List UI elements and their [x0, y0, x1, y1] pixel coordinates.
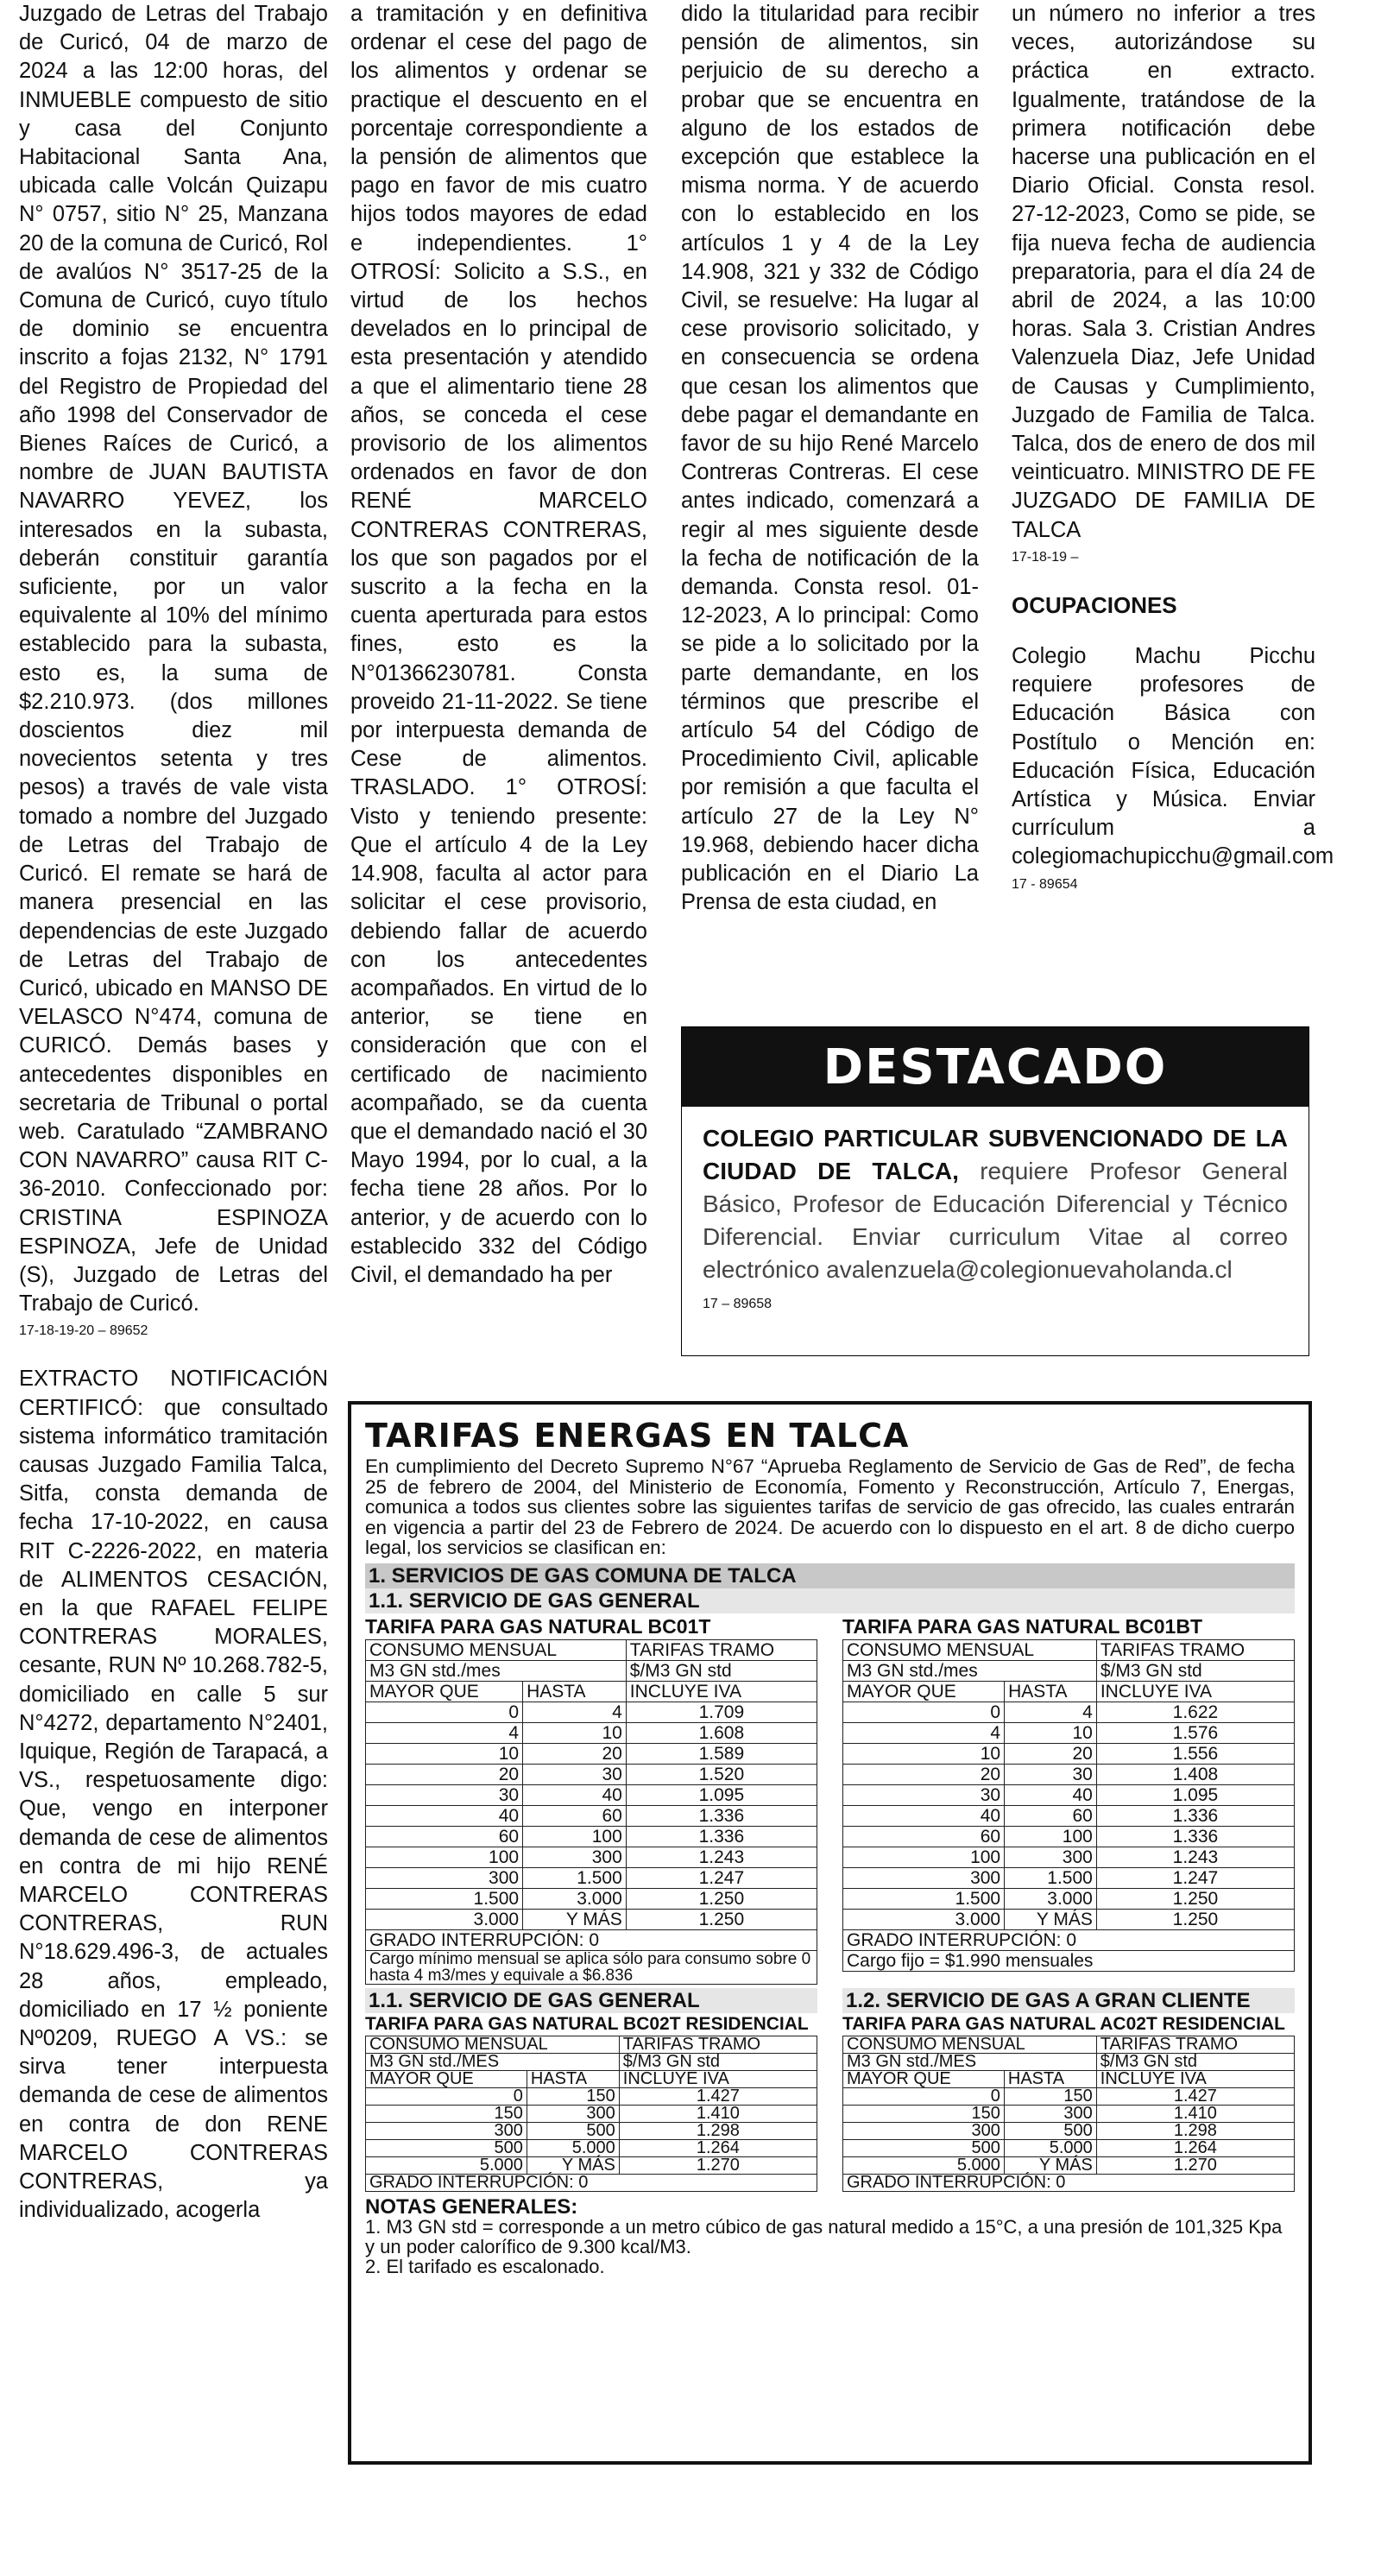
hdr-cell: INCLUYE IVA — [1096, 2070, 1294, 2087]
price-cell: 1.247 — [1096, 1867, 1294, 1888]
band-pair — [365, 1988, 1295, 2013]
tarifas-title: TARIFAS ENERGAS EN TALCA — [365, 1417, 910, 1455]
hdr-cell: M3 GN std./MES — [843, 2053, 1097, 2070]
mayor-que-cell: 30 — [366, 1784, 523, 1805]
hdr-cell: M3 GN std./MES — [366, 2053, 620, 2070]
tariff-title: TARIFA PARA GAS NATURAL BC02T RESIDENCIAL — [365, 2013, 809, 2034]
price-cell: 1.250 — [1096, 1909, 1294, 1929]
mayor-que-cell: 60 — [366, 1826, 523, 1847]
tariff-ac02t — [842, 2013, 1295, 2192]
grado-cell: GRADO INTERRUPCIÓN: 0 — [366, 2174, 817, 2191]
tariff-row — [843, 1722, 1295, 1743]
mayor-que-cell: 1.500 — [366, 1888, 523, 1909]
destacado-text: requiere Profesor General Básico, Profesor de Educación Diferencial y Técnico Diferencial. Enviar curriculum Vitae al correo electrónico avalenzuela@colegionuevaholanda.cl — [703, 1158, 1288, 1283]
price-cell: 1.410 — [1096, 2105, 1294, 2122]
tariff-row — [843, 2139, 1295, 2156]
hasta-cell: 300 — [1004, 2105, 1096, 2122]
ocupaciones-heading: OCUPACIONES — [1012, 591, 1177, 618]
ad-code: 17 - 89654 — [1012, 876, 1078, 892]
column-3 — [681, 0, 979, 918]
tariff-row — [366, 1805, 817, 1826]
price-cell: 1.410 — [619, 2105, 817, 2122]
hasta-cell: 20 — [1005, 1743, 1097, 1764]
price-cell: 1.298 — [1096, 2122, 1294, 2139]
hdr-cell: HASTA — [527, 2070, 619, 2087]
hasta-cell: 40 — [523, 1784, 627, 1805]
price-cell: 1.556 — [1096, 1743, 1294, 1764]
hdr-cell: TARIFAS TRAMO — [1096, 2036, 1294, 2053]
tariff-row — [366, 2139, 817, 2156]
tariff-row — [843, 2122, 1295, 2139]
price-cell: 1.264 — [1096, 2139, 1294, 2156]
tariff-row — [366, 2156, 817, 2174]
price-cell: 1.264 — [619, 2139, 817, 2156]
tariff-row — [366, 1764, 817, 1784]
hasta-cell: 100 — [1005, 1826, 1097, 1847]
mayor-que-cell: 500 — [366, 2139, 527, 2156]
hdr-cell: HASTA — [1004, 2070, 1096, 2087]
hasta-cell: 40 — [1005, 1784, 1097, 1805]
hdr-cell: CONSUMO MENSUAL — [366, 2036, 620, 2053]
price-cell: 1.427 — [1096, 2087, 1294, 2105]
hasta-cell: 1.500 — [523, 1867, 627, 1888]
tariff-bc01bt — [842, 1613, 1295, 1985]
tariff-row — [843, 1743, 1295, 1764]
section-band: 1.2. SERVICIO DE GAS A GRAN CLIENTE — [842, 1988, 1295, 2013]
hasta-cell: 5.000 — [527, 2139, 619, 2156]
column-1 — [19, 0, 328, 2225]
tariff-row — [366, 1909, 817, 1929]
price-cell: 1.520 — [626, 1764, 817, 1784]
note-cell: Cargo fijo = $1.990 mensuales — [843, 1950, 1295, 1971]
notas-generales — [365, 2194, 1295, 2277]
hasta-cell: 500 — [1004, 2122, 1096, 2139]
hasta-cell: 300 — [527, 2105, 619, 2122]
notice-code: 17-18-19 – — [1012, 549, 1079, 565]
mayor-que-cell: 300 — [366, 2122, 527, 2139]
hdr-cell: CONSUMO MENSUAL — [843, 1639, 1097, 1660]
hasta-cell: 300 — [523, 1847, 627, 1867]
price-cell: 1.336 — [1096, 1805, 1294, 1826]
hdr-cell: CONSUMO MENSUAL — [366, 1639, 627, 1660]
mayor-que-cell: 300 — [843, 2122, 1005, 2139]
grado-cell: GRADO INTERRUPCIÓN: 0 — [366, 1929, 817, 1950]
hasta-cell: Y MÁS — [1005, 1909, 1097, 1929]
hdr-cell: MAYOR QUE — [843, 1681, 1005, 1702]
hdr-cell: MAYOR QUE — [366, 1681, 523, 1702]
mayor-que-cell: 300 — [366, 1867, 523, 1888]
tariff-row — [366, 1888, 817, 1909]
extracto-notificacion-text: EXTRACTO NOTIFICACIÓN CERTIFICÓ: que consultado sistema informático tramitación causas Juzgado Familia Talca, Sitfa, consta demanda de fecha 17-10-2022, en causa RIT C-2226-2022, en materia de ALIMENTOS CESACIÓN, en la que RAFAEL FELIPE CONTRERAS MORALES, cesante, RUN Nº 10.268.782-5, domiciliado en calle 5 sur N°4272, departamento N°2401, Iquique, Región de Tarapacá, a VS., respetuosamente digo: Que, vengo en interponer demanda de cese de alimentos en contra de mi hijo RENÉ MARCELO CONTRERAS CONTRERAS, RUN N°18.629.496-3, de actuales 28 años, empleado, domiciliado en 17 ½ poniente Nº0209, RUEGO A VS.: se sirva tener interpuesta demanda de cese de alimentos en contra de don RENE MARCELO CONTRERAS CONTRERAS, ya individualizado, acogerla — [19, 1367, 329, 2223]
tariff-bc01t — [365, 1613, 817, 1985]
mayor-que-cell: 5.000 — [843, 2156, 1005, 2174]
column-4 — [1012, 0, 1334, 919]
hasta-cell: 150 — [1004, 2087, 1096, 2105]
price-cell: 1.270 — [1096, 2156, 1294, 2174]
remate-notice-text: Juzgado de Letras del Trabajo de Curicó, 04 de marzo de 2024 a las 12:00 horas, del INMUEBLE compuesto de sitio y casa del Conjunto Habitacional Santa Ana, ubicada calle Volcán Quizapu N° 0757, sitio N° 25, Manzana 20 de la comuna de Curicó, Rol de avalúos N° 3517-25 de la Comuna de Curicó, cuyo título de dominio se encuentra inscrito a fojas 2132, N° 1791 del Registro de Propiedad del año 1998 del Conservador de Bienes Raíces de Curicó, a nombre de JUAN BAUTISTA NAVARRO YEVEZ, los interesados en la subasta, deberán constituir garantía suficiente, por un valor equivalente al 10% del mínimo establecido para la subasta, esto es, la suma de $2.210.973. (dos millones doscientos diez mil novecientos setenta y tres pesos) a través de vale vista tomado a nombre del Juzgado de Letras del Trabajo de Curicó. El remate se hará de manera presencial en las dependencias de este Juzgado de Letras del Trabajo de Curicó, ubicado en MANSO DE VELASCO N°474, comuna de CURICÓ. Demás bases y antecedentes disponibles en secretaria de Tribunal o portal web. Caratulado “ZAMBRANO CON NAVARRO” causa RIT C-36-2010. Confeccionado por: CRISTINA ESPINOZA ESPINOZA, Jefe de Unidad (S), Juzgado de Letras del Trabajo de Curicó. — [19, 2, 328, 1316]
hasta-cell: Y MÁS — [527, 2156, 619, 2174]
price-cell: 1.095 — [1096, 1784, 1294, 1805]
mayor-que-cell: 100 — [843, 1847, 1005, 1867]
mayor-que-cell: 150 — [366, 2105, 527, 2122]
hdr-cell: $/M3 GN std — [619, 2053, 817, 2070]
hdr-cell: MAYOR QUE — [843, 2070, 1005, 2087]
column-2-text: a tramitación y en definitiva ordenar el cese del pago de los alimentos y ordenar se practique el descuento en el porcentaje correspondiente a la pensión de alimentos que pago en favor de mis cuatro hijos todos mayores de edad e independientes. 1° OTROSÍ: Solicito a S.S., en virtud de los hechos develados en lo principal de esta presentación y atendido a que el alimentario tiene 28 años, se conceda el cese provisorio de los alimentos ordenados en favor de don RENÉ MARCELO CONTRERAS CONTRERAS, los que son pagados por el suscrito a la fecha en la cuenta aperturada para estos fines, esto es la N°01366230781. Consta proveido 21-11-2022. Se tiene por interpuesta demanda de Cese de alimentos. TRASLADO. 1° OTROSÍ: Visto y teniendo presente: Que el artículo 4 de la Ley 14.908, faculta al actor para solicitar el cese provisorio, debiendo fallar de acuerdo con los antecedentes acompañados. En virtud de lo anterior, se tiene en consideración que con el certificado de nacimiento acompañado, se da cuenta que el demandado nació el 30 Mayo 1994, por lo cual, a la fecha tiene 28 años. Por lo anterior, y de acuerdo con lo establecido 332 del Código Civil, el demandado ha per — [350, 2, 647, 1287]
hdr-cell: CONSUMO MENSUAL — [843, 2036, 1097, 2053]
mayor-que-cell: 5.000 — [366, 2156, 527, 2174]
hasta-cell: 1.500 — [1005, 1867, 1097, 1888]
tariff-row — [366, 1867, 817, 1888]
mayor-que-cell: 4 — [366, 1722, 523, 1743]
tariff-row — [843, 2087, 1295, 2105]
section-band: 1.1. SERVICIO DE GAS GENERAL — [365, 1588, 1295, 1613]
hasta-cell: 10 — [523, 1722, 627, 1743]
hasta-cell: 5.000 — [1004, 2139, 1096, 2156]
hasta-cell: 4 — [1005, 1702, 1097, 1722]
mayor-que-cell: 60 — [843, 1826, 1005, 1847]
hasta-cell: 150 — [527, 2087, 619, 2105]
tariff-pair-top — [365, 1613, 1295, 1985]
tariff-row — [366, 1826, 817, 1847]
tariff-table — [842, 2036, 1295, 2192]
note-cell: Cargo mínimo mensual se aplica sólo para consumo sobre 0 hasta 4 m3/mes y equivale a $6.836 — [366, 1950, 817, 1984]
notes-heading: NOTAS GENERALES: — [365, 2194, 578, 2219]
mayor-que-cell: 3.000 — [843, 1909, 1005, 1929]
mayor-que-cell: 10 — [843, 1743, 1005, 1764]
price-cell: 1.576 — [1096, 1722, 1294, 1743]
tariff-row — [366, 2105, 817, 2122]
price-cell: 1.622 — [1096, 1702, 1294, 1722]
mayor-que-cell: 0 — [843, 2087, 1005, 2105]
price-cell: 1.243 — [1096, 1847, 1294, 1867]
hdr-cell: TARIFAS TRAMO — [1096, 1639, 1294, 1660]
destacado-body — [682, 1107, 1309, 1286]
tarifas-intro: En cumplimiento del Decreto Supremo N°67 “Aprueba Reglamento de Servicio de Gas de Red”, de fecha 25 de febrero de 2004, del Ministerio de Economía, Fomento y Reconstrucción, Artículo 7, Energas, comunica a todos sus clientes sobre las siguientes tarifas de servicio de gas ofrecido, las cuales entrarán en vigencia a partir del 23 de Febrero de 2024. De acuerdo con lo dispuesto en el art. 8 de dicho cuerpo legal, los servicios se clasifican en: — [365, 1455, 1295, 1558]
hasta-cell: 30 — [1005, 1764, 1097, 1784]
price-cell: 1.250 — [626, 1888, 817, 1909]
hdr-cell: HASTA — [1005, 1681, 1097, 1702]
grado-cell: GRADO INTERRUPCIÓN: 0 — [843, 1929, 1295, 1950]
tariff-table — [365, 1639, 817, 1985]
hasta-cell: 4 — [523, 1702, 627, 1722]
tariff-row — [843, 1784, 1295, 1805]
price-cell: 1.247 — [626, 1867, 817, 1888]
destacado-advertiser: COLEGIO PARTICULAR SUBVENCIONADO DE LA CIUDAD DE TALCA, — [703, 1125, 1288, 1184]
mayor-que-cell: 20 — [366, 1764, 523, 1784]
tariff-row — [366, 1784, 817, 1805]
tariff-row — [843, 1867, 1295, 1888]
hasta-cell: 3.000 — [1005, 1888, 1097, 1909]
column-4-text: un número no inferior a tres veces, autorizándose su práctica en extracto. Igualmente, tratándose de la primera notificación debe hacerse una publicación en el Diario Oficial. Consta resol. 27-12-2023, Como se pide, se fija nueva fecha de audiencia preparatoria, para el día 24 de abril de 2024, a las 10:00 horas. Sala 3. Cristian Andres Valenzuela Diaz, Jefe Unidad de Causas y Cumplimiento, Juzgado de Familia de Talca. Talca, dos de enero de dos mil veinticuatro. MINISTRO DE FE JUZGADO DE FAMILIA DE TALCA — [1012, 2, 1315, 542]
ocupaciones-ad-text: Colegio Machu Picchu requiere profesores de Educación Básica con Postítulo o Mención en: Educación Física, Educación Artística y Música. Enviar currículum a colegiomachupicchu@gmail.com — [1012, 644, 1334, 869]
hasta-cell: 60 — [523, 1805, 627, 1826]
tariff-row — [366, 2122, 817, 2139]
hasta-cell: 500 — [527, 2122, 619, 2139]
note-2: 2. El tarifado es escalonado. — [365, 2255, 605, 2277]
hdr-cell: MAYOR QUE — [366, 2070, 527, 2087]
mayor-que-cell: 40 — [366, 1805, 523, 1826]
price-cell: 1.298 — [619, 2122, 817, 2139]
mayor-que-cell: 300 — [843, 1867, 1005, 1888]
hdr-cell: M3 GN std./mes — [843, 1660, 1097, 1681]
hdr-cell: $/M3 GN std — [626, 1660, 817, 1681]
price-cell: 1.336 — [626, 1826, 817, 1847]
mayor-que-cell: 4 — [843, 1722, 1005, 1743]
mayor-que-cell: 30 — [843, 1784, 1005, 1805]
hdr-cell: INCLUYE IVA — [619, 2070, 817, 2087]
tariff-row — [843, 1805, 1295, 1826]
tariff-row — [366, 1722, 817, 1743]
destacado-header: DESTACADO — [682, 1027, 1309, 1107]
mayor-que-cell: 0 — [366, 2087, 527, 2105]
mayor-que-cell: 0 — [366, 1702, 523, 1722]
hasta-cell: 30 — [523, 1764, 627, 1784]
price-cell: 1.270 — [619, 2156, 817, 2174]
hasta-cell: 300 — [1005, 1847, 1097, 1867]
destacado-code: 17 – 89658 — [703, 1297, 773, 1311]
hdr-cell: $/M3 GN std — [1096, 2053, 1294, 2070]
tarifas-box — [348, 1401, 1312, 2465]
hasta-cell: 60 — [1005, 1805, 1097, 1826]
tariff-row — [843, 1702, 1295, 1722]
mayor-que-cell: 0 — [843, 1702, 1005, 1722]
tariff-bc02t — [365, 2013, 817, 2192]
hasta-cell: Y MÁS — [523, 1909, 627, 1929]
price-cell: 1.250 — [626, 1909, 817, 1929]
price-cell: 1.408 — [1096, 1764, 1294, 1784]
section-band: 1.1. SERVICIO DE GAS GENERAL — [365, 1988, 817, 2013]
tariff-row — [843, 1909, 1295, 1929]
tariff-row — [366, 1847, 817, 1867]
hdr-cell: INCLUYE IVA — [626, 1681, 817, 1702]
hdr-cell: M3 GN std./mes — [366, 1660, 627, 1681]
mayor-que-cell: 100 — [366, 1847, 523, 1867]
tariff-table — [365, 2036, 817, 2192]
mayor-que-cell: 10 — [366, 1743, 523, 1764]
tariff-row — [843, 1847, 1295, 1867]
tariff-row — [366, 1702, 817, 1722]
mayor-que-cell: 500 — [843, 2139, 1005, 2156]
hdr-cell: INCLUYE IVA — [1096, 1681, 1294, 1702]
tariff-row — [843, 1764, 1295, 1784]
tariff-row — [843, 1826, 1295, 1847]
section-band: 1. SERVICIOS DE GAS COMUNA DE TALCA — [365, 1563, 1295, 1588]
price-cell: 1.427 — [619, 2087, 817, 2105]
tariff-title: TARIFA PARA GAS NATURAL AC02T RESIDENCIAL — [842, 2013, 1285, 2034]
mayor-que-cell: 20 — [843, 1764, 1005, 1784]
hdr-cell: TARIFAS TRAMO — [619, 2036, 817, 2053]
hasta-cell: 20 — [523, 1743, 627, 1764]
tariff-row — [366, 1743, 817, 1764]
tariff-row — [366, 2087, 817, 2105]
note-1: 1. M3 GN std = corresponde a un metro cúbico de gas natural medido a 15°C, a una presión de 101,325 Kpa y un poder calorífico de 9.300 kcal/M3. — [365, 2215, 1283, 2257]
hasta-cell: 3.000 — [523, 1888, 627, 1909]
price-cell: 1.243 — [626, 1847, 817, 1867]
hasta-cell: 100 — [523, 1826, 627, 1847]
tariff-pair-bottom — [365, 2013, 1295, 2192]
mayor-que-cell: 150 — [843, 2105, 1005, 2122]
price-cell: 1.095 — [626, 1784, 817, 1805]
hdr-cell: TARIFAS TRAMO — [626, 1639, 817, 1660]
hasta-cell: 10 — [1005, 1722, 1097, 1743]
price-cell: 1.589 — [626, 1743, 817, 1764]
price-cell: 1.709 — [626, 1702, 817, 1722]
tariff-title: TARIFA PARA GAS NATURAL BC01BT — [842, 1614, 1202, 1638]
price-cell: 1.250 — [1096, 1888, 1294, 1909]
mayor-que-cell: 1.500 — [843, 1888, 1005, 1909]
column-3-text: dido la titularidad para recibir pensión de alimentos, sin perjuicio de su derecho a probar que se encuentra en alguno de los estados de excepción que establece la misma norma. Y de acuerdo con lo establecido en los artículos 1 y 4 de la Ley 14.908, 321 y 332 de Código Civil, se resuelve: Ha lugar al cese provisorio solicitado, y en consecuencia se ordena que cesan los alimentos que debe pagar el demandante en favor de su hijo René Marcelo Contreras Contreras. El cese antes indicado, comenzará a regir al mes siguiente desde la fecha de notificación de la demanda. Consta resol. 01-12-2023, A lo principal: Como se pide a lo solicitado por la parte demandante, en los términos que prescribe el artículo 54 del Código de Procedimiento Civil, aplicable por remisión a que faculta el artículo 27 de la Ley N° 19.968, debiendo hacer dicha publicación en el Diario La Prensa de esta ciudad, en — [681, 2, 979, 915]
grado-cell: GRADO INTERRUPCIÓN: 0 — [843, 2174, 1295, 2191]
tariff-row — [843, 2105, 1295, 2122]
hdr-cell: $/M3 GN std — [1096, 1660, 1294, 1681]
mayor-que-cell: 3.000 — [366, 1909, 523, 1929]
tariff-row — [843, 1888, 1295, 1909]
notice-code: 17-18-19-20 – 89652 — [19, 1323, 148, 1339]
price-cell: 1.336 — [626, 1805, 817, 1826]
hdr-cell: HASTA — [523, 1681, 627, 1702]
tariff-title: TARIFA PARA GAS NATURAL BC01T — [365, 1614, 711, 1638]
price-cell: 1.608 — [626, 1722, 817, 1743]
tariff-table — [842, 1639, 1295, 1972]
mayor-que-cell: 40 — [843, 1805, 1005, 1826]
tariff-row — [843, 2156, 1295, 2174]
price-cell: 1.336 — [1096, 1826, 1294, 1847]
column-2 — [350, 0, 647, 1290]
hasta-cell: Y MÁS — [1004, 2156, 1096, 2174]
destacado-box — [681, 1026, 1309, 1356]
